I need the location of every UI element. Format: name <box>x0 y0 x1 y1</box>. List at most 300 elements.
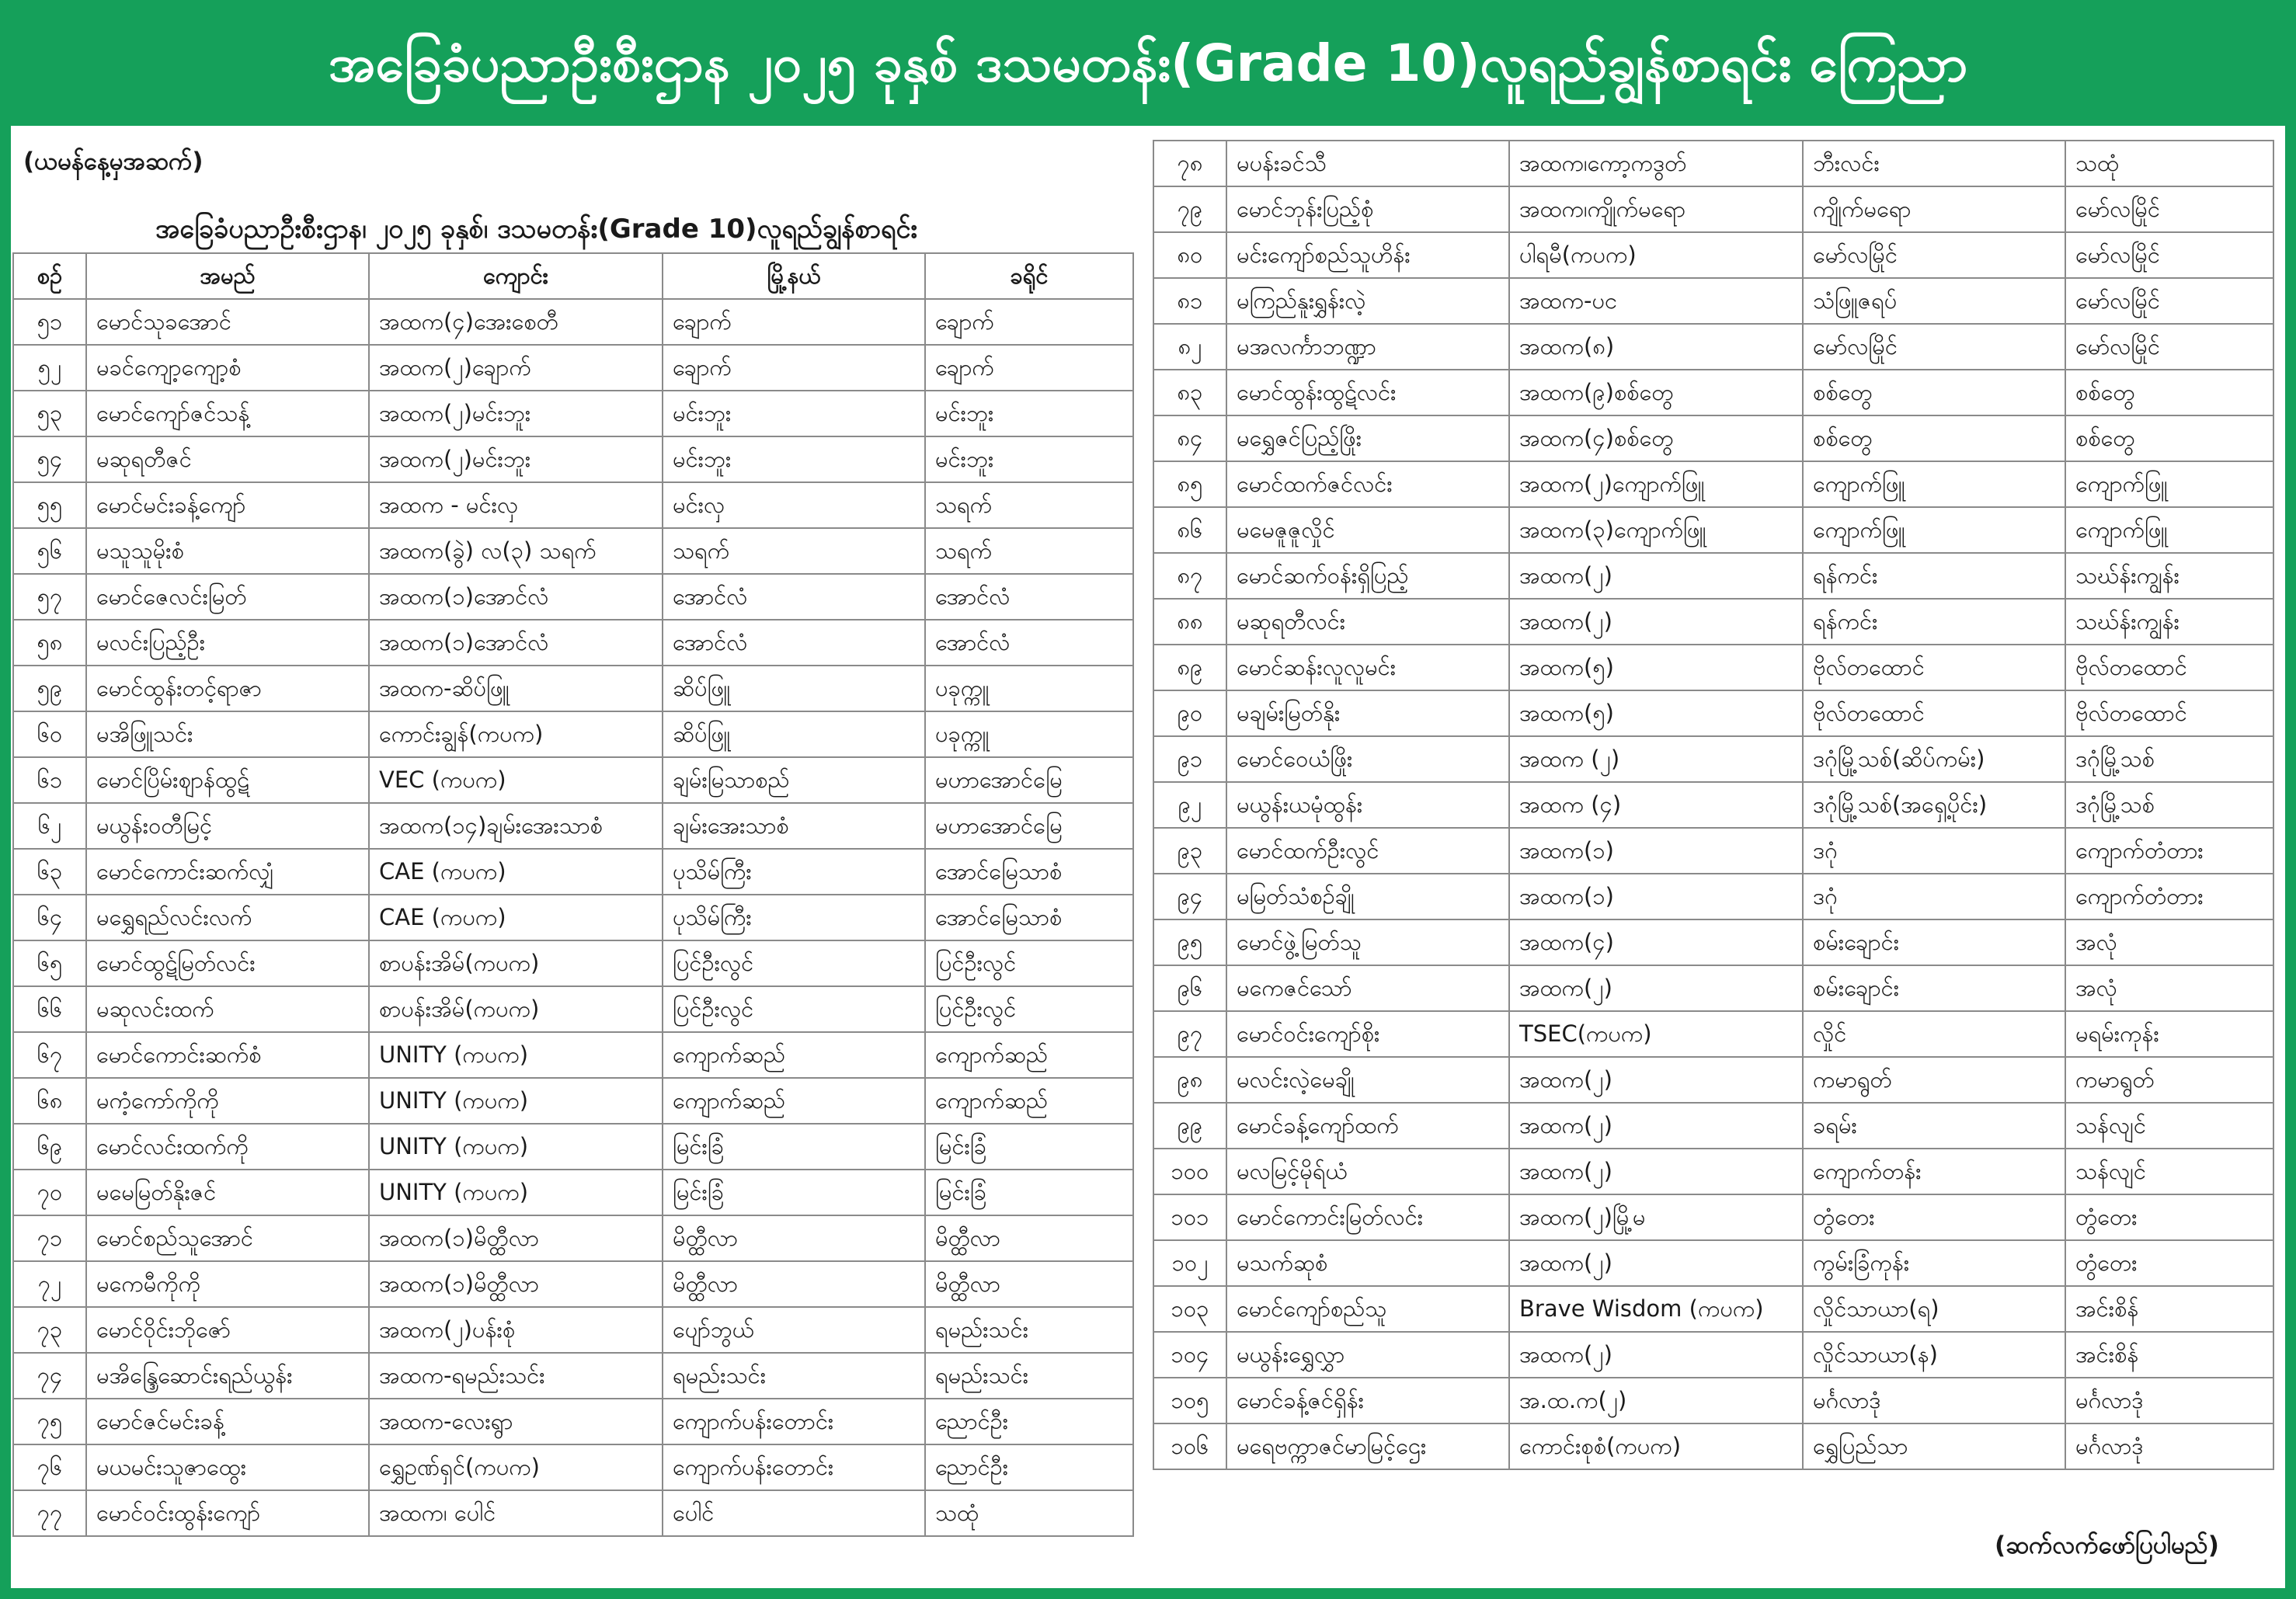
school-name: အထက-လေးရွာ <box>369 1399 663 1444</box>
row-number: ၅၈ <box>13 620 86 666</box>
table-row <box>1153 919 2273 965</box>
district: ဗိုလ်တထောင် <box>2065 690 2273 736</box>
row-number: ၉၆ <box>1153 965 1226 1011</box>
student-name: မောင်ဘုန်းပြည့်စုံ <box>1226 186 1509 232</box>
district: ဗိုလ်တထောင် <box>2065 645 2273 690</box>
district: မော်လမြိုင် <box>2065 232 2273 278</box>
table-row <box>1153 1423 2273 1469</box>
school-name: အထက(၁၄)ချမ်းအေးသာစံ <box>369 803 663 849</box>
header-district: ခရိုင် <box>925 253 1133 299</box>
township: ပုသိမ်ကြီး <box>663 849 925 895</box>
district: ပြင်ဦးလွင် <box>925 940 1133 986</box>
school-name: အထက(၁)မိတ္ထီလာ <box>369 1261 663 1307</box>
row-number: ၁၀၁ <box>1153 1194 1226 1240</box>
district: ကမာရွတ် <box>2065 1057 2273 1103</box>
table-row <box>1153 1286 2273 1332</box>
district: ပခုက္ကူ <box>925 666 1133 711</box>
row-number: ၁၀၂ <box>1153 1240 1226 1286</box>
school-name: အထက(၁) <box>1509 874 1803 919</box>
table-row <box>13 620 1133 666</box>
table-row <box>13 666 1133 711</box>
student-name: မမြတ်သံစဉ်ချို <box>1226 874 1509 919</box>
township: ဗိုလ်တထောင် <box>1803 645 2065 690</box>
township: ပြင်ဦးလွင် <box>663 940 925 986</box>
district: သဃ်န်းကျွန်း <box>2065 553 2273 599</box>
school-name: UNITY (ကပက) <box>369 1124 663 1170</box>
row-number: ၁၀၅ <box>1153 1378 1226 1423</box>
table-row <box>1153 782 2273 828</box>
district: ကျောက်ဖြူ <box>2065 461 2273 507</box>
student-name: မရွှေရည်လင်းလက် <box>86 895 369 940</box>
table-row <box>1153 690 2273 736</box>
table-row <box>1153 278 2273 324</box>
table-row <box>13 1399 1133 1444</box>
student-name: မယွန်းဝတီမြင့် <box>86 803 369 849</box>
school-name: UNITY (ကပက) <box>369 1170 663 1215</box>
student-name: မောင်ကောင်းဆက်လျှံ <box>86 849 369 895</box>
student-name: မမေဇူဇူလှိုင် <box>1226 507 1509 553</box>
results-table-left <box>12 252 1134 1537</box>
table-row <box>1153 1011 2273 1057</box>
township: စစ်တွေ <box>1803 370 2065 415</box>
district: သန်လျင် <box>2065 1149 2273 1194</box>
table-row <box>13 1444 1133 1490</box>
row-number: ၈၄ <box>1153 415 1226 461</box>
district: မော်လမြိုင် <box>2065 186 2273 232</box>
district: ရမည်းသင်း <box>925 1353 1133 1399</box>
row-number: ၆၂ <box>13 803 86 849</box>
township: မြင်းခြံ <box>663 1170 925 1215</box>
student-name: မောင်ဆန်းလူလူမင်း <box>1226 645 1509 690</box>
student-name: မအိဖြူသင်း <box>86 711 369 757</box>
results-table-right <box>1153 140 2274 1470</box>
district: ချောက် <box>925 299 1133 345</box>
district: ညောင်ဦး <box>925 1444 1133 1490</box>
row-number: ၆၃ <box>13 849 86 895</box>
township: ကျောက်ဆည် <box>663 1078 925 1124</box>
township: ပုသိမ်ကြီး <box>663 895 925 940</box>
row-number: ၅၂ <box>13 345 86 391</box>
township: မင်းဘူး <box>663 436 925 482</box>
school-name: အ.ထ.က(၂) <box>1509 1378 1803 1423</box>
row-number: ၇၉ <box>1153 186 1226 232</box>
school-name: အထက(၃)ကျောက်ဖြူ <box>1509 507 1803 553</box>
district: မော်လမြိုင် <box>2065 324 2273 370</box>
district: အင်းစိန် <box>2065 1332 2273 1378</box>
table-row <box>13 345 1133 391</box>
district: အောင်လံ <box>925 574 1133 620</box>
row-number: ၈၉ <box>1153 645 1226 690</box>
student-name: မကေမီကိုကို <box>86 1261 369 1307</box>
row-number: ၇၈ <box>1153 141 1226 186</box>
township: စမ်းချောင်း <box>1803 965 2065 1011</box>
township: အောင်လံ <box>663 574 925 620</box>
title-banner <box>11 11 2285 126</box>
district: ကျောက်တံတား <box>2065 828 2273 874</box>
row-number: ၉၉ <box>1153 1103 1226 1149</box>
district: ဒဂုံမြို့သစ် <box>2065 782 2273 828</box>
school-name: အထက(၉)စစ်တွေ <box>1509 370 1803 415</box>
township: ချောက် <box>663 345 925 391</box>
student-name: မယွန်းယမုံထွန်း <box>1226 782 1509 828</box>
row-number: ၆၆ <box>13 986 86 1032</box>
township: စမ်းချောင်း <box>1803 919 2065 965</box>
district: စစ်တွေ <box>2065 415 2273 461</box>
township: မိတ္ထီလာ <box>663 1261 925 1307</box>
district: ကျောက်တံတား <box>2065 874 2273 919</box>
row-number: ၁၀၄ <box>1153 1332 1226 1378</box>
student-name: မောင်ပြိမ်းဈာန်ထွဋ် <box>86 757 369 803</box>
header-no: စဉ် <box>13 253 86 299</box>
school-name: အထက(၂) <box>1509 1240 1803 1286</box>
township: ခရမ်း <box>1803 1103 2065 1149</box>
student-name: မောင်စည်သူအောင် <box>86 1215 369 1261</box>
student-name: မအိန္ဒြေဆောင်းရည်ယွန်း <box>86 1353 369 1399</box>
to-be-continued-note: (ဆက်လက်ဖော်ပြပါမည်) <box>1995 1531 2219 1559</box>
row-number: ၆၈ <box>13 1078 86 1124</box>
school-name: အထက(၂)မြို့မ <box>1509 1194 1803 1240</box>
student-name: မကံ့ကော်ကိုကို <box>86 1078 369 1124</box>
table-row <box>13 849 1133 895</box>
table-row <box>13 482 1133 528</box>
district: အောင်မြေသာစံ <box>925 895 1133 940</box>
student-name: မခင်ကျော့ကျော့စံ <box>86 345 369 391</box>
table-row <box>1153 736 2273 782</box>
row-number: ၇၅ <box>13 1399 86 1444</box>
district: ကျောက်ဆည် <box>925 1032 1133 1078</box>
township: ကျိုက်မရော <box>1803 186 2065 232</box>
township: ရန်ကင်း <box>1803 553 2065 599</box>
district: ရမည်းသင်း <box>925 1307 1133 1353</box>
township: မင်းလှ <box>663 482 925 528</box>
school-name: အထက(၂) <box>1509 553 1803 599</box>
school-name: အထက(၂)ပန်းစုံ <box>369 1307 663 1353</box>
township: ဒဂုံ <box>1803 828 2065 874</box>
school-name: အထက(၂) <box>1509 599 1803 645</box>
school-name: UNITY (ကပက) <box>369 1078 663 1124</box>
row-number: ၆၀ <box>13 711 86 757</box>
district: မဟာအောင်မြေ <box>925 803 1133 849</box>
header-name: အမည် <box>86 253 369 299</box>
student-name: မဆုလင်းထက် <box>86 986 369 1032</box>
table-row <box>13 1261 1133 1307</box>
school-name: အထက (၄) <box>1509 782 1803 828</box>
district: မဟာအောင်မြေ <box>925 757 1133 803</box>
student-name: မောင်ခန့်ကျော်ထက် <box>1226 1103 1509 1149</box>
township: တွံတေး <box>1803 1194 2065 1240</box>
table-row <box>1153 1194 2273 1240</box>
township: ကျောက်တန်း <box>1803 1149 2065 1194</box>
table-row <box>1153 645 2273 690</box>
table-row <box>13 528 1133 574</box>
row-number: ၈၂ <box>1153 324 1226 370</box>
school-name: အထက(၂)မင်းဘူး <box>369 436 663 482</box>
district: မင်းဘူး <box>925 436 1133 482</box>
row-number: ၁၀၀ <box>1153 1149 1226 1194</box>
student-name: မောင်ဝင်းထွန်းကျော် <box>86 1490 369 1536</box>
school-name: အထက(၄) <box>1509 919 1803 965</box>
student-name: မသူသူမိုးစံ <box>86 528 369 574</box>
township: လှိုင်သာယာ(န) <box>1803 1332 2065 1378</box>
student-name: မောင်သုခအောင် <box>86 299 369 345</box>
student-name: မောင်ထွန်းထွဋ်လင်း <box>1226 370 1509 415</box>
school-name: အထက(၄)အေးစေတီ <box>369 299 663 345</box>
district: တွံတေး <box>2065 1240 2273 1286</box>
table-row <box>13 436 1133 482</box>
school-name: အထက(၂) <box>1509 1103 1803 1149</box>
district: အလုံ <box>2065 919 2273 965</box>
row-number: ၅၆ <box>13 528 86 574</box>
table-row <box>13 1032 1133 1078</box>
township: ပြင်ဦးလွင် <box>663 986 925 1032</box>
school-name: အထက(ခွဲ) လ(၃) သရက် <box>369 528 663 574</box>
student-name: မောင်ကောင်းဆက်စံ <box>86 1032 369 1078</box>
township: ကွမ်းခြံကုန်း <box>1803 1240 2065 1286</box>
township: ဗိုလ်တထောင် <box>1803 690 2065 736</box>
school-name: အထက - မင်းလှ <box>369 482 663 528</box>
township: ကျောက်ဆည် <box>663 1032 925 1078</box>
banner-title: အခြေခံပညာဦးစီးဌာန ၂၀၂၅ ခုနှစ် ဒသမတန်း(Grade 10)လူရည်ချွန်စာရင်း ကြေညာ <box>328 33 1968 93</box>
row-number: ၅၇ <box>13 574 86 620</box>
school-name: အထက(၁)မိတ္ထီလာ <box>369 1215 663 1261</box>
row-number: ၉၂ <box>1153 782 1226 828</box>
district: ဒဂုံမြို့သစ် <box>2065 736 2273 782</box>
student-name: မောင်ဖွဲ့မြတ်သူ <box>1226 919 1509 965</box>
table-row <box>13 711 1133 757</box>
township: မော်လမြိုင် <box>1803 324 2065 370</box>
row-number: ၈၇ <box>1153 553 1226 599</box>
school-name: အထက(၅) <box>1509 690 1803 736</box>
school-name: အထက-ဆိပ်ဖြူ <box>369 666 663 711</box>
student-name: မောင်ကောင်းမြတ်လင်း <box>1226 1194 1509 1240</box>
row-number: ၉၀ <box>1153 690 1226 736</box>
table-row <box>1153 828 2273 874</box>
township: ကျောက်ပန်းတောင်း <box>663 1444 925 1490</box>
table-row <box>1153 553 2273 599</box>
row-number: ၉၇ <box>1153 1011 1226 1057</box>
district: သထုံ <box>2065 141 2273 186</box>
row-number: ၇၀ <box>13 1170 86 1215</box>
school-name: Brave Wisdom (ကပက) <box>1509 1286 1803 1332</box>
student-name: မောင်ထွန်းတင့်ရာဇာ <box>86 666 369 711</box>
student-name: မကေဇင်သော် <box>1226 965 1509 1011</box>
table-row <box>1153 415 2273 461</box>
row-number: ၈၆ <box>1153 507 1226 553</box>
row-number: ၅၄ <box>13 436 86 482</box>
township: ချမ်းမြသာစည် <box>663 757 925 803</box>
row-number: ၉၄ <box>1153 874 1226 919</box>
student-name: မသက်ဆုစံ <box>1226 1240 1509 1286</box>
row-number: ၆၇ <box>13 1032 86 1078</box>
district: သရက် <box>925 528 1133 574</box>
student-name: မောင်ဇေလင်းမြတ် <box>86 574 369 620</box>
student-name: မရွှေဇင်ပြည့်ဖြိုး <box>1226 415 1509 461</box>
table-row <box>13 299 1133 345</box>
school-name: အထက (၂) <box>1509 736 1803 782</box>
student-name: မဆုရတီလင်း <box>1226 599 1509 645</box>
township: သံဖြူဇရပ် <box>1803 278 2065 324</box>
table-row <box>13 1215 1133 1261</box>
district: ကျောက်ဖြူ <box>2065 507 2273 553</box>
student-name: မောင်လင်းထက်ကို <box>86 1124 369 1170</box>
township: သရက် <box>663 528 925 574</box>
table-row <box>1153 1332 2273 1378</box>
township: ဒဂုံ <box>1803 874 2065 919</box>
table-row <box>13 1124 1133 1170</box>
district: မင်္ဂလာဒုံ <box>2065 1378 2273 1423</box>
student-name: မချမ်းမြတ်နိုး <box>1226 690 1509 736</box>
district: သဃ်န်းကျွန်း <box>2065 599 2273 645</box>
township: ဆိပ်ဖြူ <box>663 666 925 711</box>
table-row <box>13 1078 1133 1124</box>
district: မော်လမြိုင် <box>2065 278 2273 324</box>
row-number: ၁၀၆ <box>1153 1423 1226 1469</box>
student-name: မောင်ထက်ဇင်လင်း <box>1226 461 1509 507</box>
student-name: မောင်ဆက်ဝန်းရှိပြည့် <box>1226 553 1509 599</box>
table-row <box>1153 141 2273 186</box>
row-number: ၆၉ <box>13 1124 86 1170</box>
school-name: ကောင်းချွန်(ကပက) <box>369 711 663 757</box>
school-name: CAE (ကပက) <box>369 849 663 895</box>
student-name: မောင်ဝိုင်းဘိုဇော် <box>86 1307 369 1353</box>
row-number: ၇၁ <box>13 1215 86 1261</box>
student-name: မောင်ခန့်ဇင်ရှိန်း <box>1226 1378 1509 1423</box>
township: ရွှေပြည်သာ <box>1803 1423 2065 1469</box>
school-name: အထက(၁)အောင်လံ <box>369 620 663 666</box>
township: လှိုင်သာယာ(ရ) <box>1803 1286 2065 1332</box>
row-number: ၇၃ <box>13 1307 86 1353</box>
district: မြင်းခြံ <box>925 1170 1133 1215</box>
township: စစ်တွေ <box>1803 415 2065 461</box>
township: ပေါင် <box>663 1490 925 1536</box>
row-number: ၁၀၃ <box>1153 1286 1226 1332</box>
township: ကျောက်ဖြူ <box>1803 507 2065 553</box>
student-name: မလမြင့်မိုရ်ယံ <box>1226 1149 1509 1194</box>
district: သရက် <box>925 482 1133 528</box>
student-name: မဆုရတီဇင် <box>86 436 369 482</box>
school-name: အထက(၅) <box>1509 645 1803 690</box>
student-name: မမေမြတ်နိုးဇင် <box>86 1170 369 1215</box>
table-row <box>1153 874 2273 919</box>
school-name: အထက၊ ပေါင် <box>369 1490 663 1536</box>
district: ပခုက္ကူ <box>925 711 1133 757</box>
district: စစ်တွေ <box>2065 370 2273 415</box>
student-name: မောင်ကျော်ဇင်သန့် <box>86 391 369 436</box>
row-number: ၈၁ <box>1153 278 1226 324</box>
row-number: ၆၄ <box>13 895 86 940</box>
table-row <box>13 986 1133 1032</box>
table-row <box>1153 1057 2273 1103</box>
row-number: ၆၁ <box>13 757 86 803</box>
district: မင်္ဂလာဒုံ <box>2065 1423 2273 1469</box>
row-number: ၈၃ <box>1153 370 1226 415</box>
school-name: ကောင်းစုစံ(ကပက) <box>1509 1423 1803 1469</box>
township: ချမ်းအေးသာစံ <box>663 803 925 849</box>
district: အလုံ <box>2065 965 2273 1011</box>
school-name: အထက-ပင <box>1509 278 1803 324</box>
row-number: ၉၃ <box>1153 828 1226 874</box>
header-school: ကျောင်း <box>369 253 663 299</box>
school-name: အထက(၂)ချောက် <box>369 345 663 391</box>
table-row <box>13 574 1133 620</box>
district: အောင်လံ <box>925 620 1133 666</box>
township: ဒဂုံမြို့သစ်(အရှေ့ပိုင်း) <box>1803 782 2065 828</box>
township: မြင်းခြံ <box>663 1124 925 1170</box>
school-name: အထက(၂) <box>1509 1149 1803 1194</box>
row-number: ၈၅ <box>1153 461 1226 507</box>
table-row <box>1153 1378 2273 1423</box>
row-number: ၈၈ <box>1153 599 1226 645</box>
school-name: အထက(၂)ကျောက်ဖြူ <box>1509 461 1803 507</box>
table-row <box>13 1353 1133 1399</box>
row-number: ၅၃ <box>13 391 86 436</box>
district: ညောင်ဦး <box>925 1399 1133 1444</box>
table-row <box>1153 1240 2273 1286</box>
student-name: မောင်ကျော်စည်သူ <box>1226 1286 1509 1332</box>
school-name: အထက(၂) <box>1509 1332 1803 1378</box>
row-number: ၅၉ <box>13 666 86 711</box>
school-name: စာပန်းအိမ်(ကပက) <box>369 986 663 1032</box>
row-number: ၆၅ <box>13 940 86 986</box>
table-row <box>13 1170 1133 1215</box>
table-row <box>13 757 1133 803</box>
list-subtitle: အခြေခံပညာဦးစီးဌာန၊ ၂၀၂၅ ခုနှစ်၊ ဒသမတန်း(Grade 10)လူရည်ချွန်စာရင်း <box>155 214 918 245</box>
row-number: ၅၁ <box>13 299 86 345</box>
student-name: မောင်ဇင်မင်းခန့် <box>86 1399 369 1444</box>
township: မော်လမြိုင် <box>1803 232 2065 278</box>
student-name: မပန်းခင်သီ <box>1226 141 1509 186</box>
row-number: ၉၅ <box>1153 919 1226 965</box>
school-name: အထက၊ကျိုက်မရော <box>1509 186 1803 232</box>
district: မင်းဘူး <box>925 391 1133 436</box>
table-row <box>1153 324 2273 370</box>
table-row <box>13 895 1133 940</box>
township: ရန်ကင်း <box>1803 599 2065 645</box>
school-name: ပါရမီ(ကပက) <box>1509 232 1803 278</box>
student-name: မောင်ဝင်းကျော်စိုး <box>1226 1011 1509 1057</box>
school-name: အထက(၄)စစ်တွေ <box>1509 415 1803 461</box>
township: အောင်လံ <box>663 620 925 666</box>
township: ဘီးလင်း <box>1803 141 2065 186</box>
district: ကျောက်ဆည် <box>925 1078 1133 1124</box>
township: မင်္ဂလာဒုံ <box>1803 1378 2065 1423</box>
school-name: စာပန်းအိမ်(ကပက) <box>369 940 663 986</box>
table-row <box>1153 1149 2273 1194</box>
student-name: မင်းကျော်စည်သူဟိန်း <box>1226 232 1509 278</box>
school-name: CAE (ကပက) <box>369 895 663 940</box>
township: ကျောက်ပန်းတောင်း <box>663 1399 925 1444</box>
table-row <box>1153 232 2273 278</box>
district: တွံတေး <box>2065 1194 2273 1240</box>
district: သန်လျင် <box>2065 1103 2273 1149</box>
table-header-row <box>13 253 1133 299</box>
table-row <box>1153 599 2273 645</box>
table-row <box>13 1307 1133 1353</box>
school-name: VEC (ကပက) <box>369 757 663 803</box>
township: လှိုင် <box>1803 1011 2065 1057</box>
student-name: မောင်ဝေယံဖြိုး <box>1226 736 1509 782</box>
district: အောင်မြေသာစံ <box>925 849 1133 895</box>
table-row <box>1153 1103 2273 1149</box>
student-name: မောင်မင်းခန့်ကျော် <box>86 482 369 528</box>
student-name: မလင်းပြည့်ဦး <box>86 620 369 666</box>
district: ပြင်ဦးလွင် <box>925 986 1133 1032</box>
school-name: အထက(၈) <box>1509 324 1803 370</box>
township: မိတ္ထီလာ <box>663 1215 925 1261</box>
student-name: မကြည်နူးရွှန်းလဲ့ <box>1226 278 1509 324</box>
continued-from-note: (ယမန်နေ့မှအဆက်) <box>23 148 204 176</box>
table-row <box>1153 507 2273 553</box>
